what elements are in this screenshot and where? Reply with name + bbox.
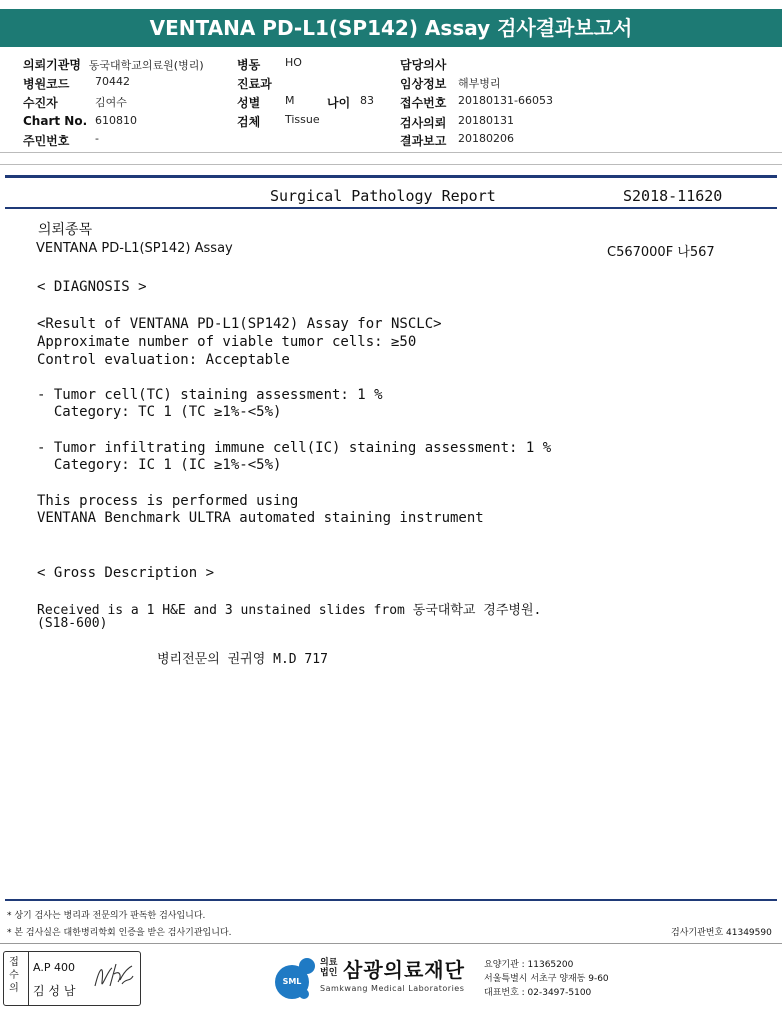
lab-id: 검사기관번호 41349590 [671,928,772,938]
info-label: 수진자 [23,96,58,110]
footer-note: * 상기 검사는 병리과 전문의가 판독한 검사입니다. [7,911,206,921]
diagnosis-line: Category: IC 1 (IC ≥1%-<5%) [37,457,282,473]
report-number: S2018-11620 [623,187,723,205]
gross-line: Received is a 1 H&E and 3 unstained slides from 동국대학교 경주병원. [37,603,542,618]
info-value: - [95,132,99,145]
info-label: 결과보고 [400,134,447,148]
info-value: Tissue [285,113,320,126]
divider [0,164,782,165]
info-hospital [23,56,204,73]
info-value: HO [285,56,302,69]
stamp-line2: 김 성 남 [33,984,76,998]
info-hospital-code [23,75,130,92]
footer-rule [5,899,777,901]
info-sex [237,94,295,111]
stamp-line1: A.P 400 [33,961,75,974]
report-title: VENTANA PD-L1(SP142) Assay 검사결과보고서 [0,9,782,47]
info-label: 주민번호 [23,134,70,148]
info-label: Chart No. [23,114,88,128]
org-line3: 대표번호 : 02-3497-5100 [484,988,592,998]
diagnosis-line: Approximate number of viable tumor cells: ≥50 [37,334,417,350]
info-value: 610810 [95,114,137,127]
logo-badge: SML [282,977,302,986]
info-report-date [400,132,514,149]
info-chart-no [23,114,137,128]
reception-stamp [3,951,141,1006]
info-age [327,94,374,111]
divider [0,152,782,153]
divider [0,943,782,944]
info-clinical [400,75,501,92]
info-value: 해부병리 [458,77,501,90]
info-specimen [237,113,320,130]
info-value: 김여수 [95,96,127,109]
info-patient [23,94,127,111]
org-legal-top: 의료 [320,958,338,968]
stamp-vertical-label: 접수의 [9,957,19,994]
report-title-text: Surgical Pathology Report [270,187,496,205]
info-value: 20180131-66053 [458,94,553,107]
diagnosis-line: - Tumor infiltrating immune cell(IC) staining assessment: 1 % [37,440,552,456]
info-label: 임상정보 [400,77,447,91]
info-label: 병원코드 [23,77,70,91]
section-rule-bottom [5,207,777,209]
info-label: 검체 [237,115,261,129]
info-resident-no [23,132,99,149]
org-name: 삼광의료재단 [343,958,465,982]
org-line1: 요양기관 : 11365200 [484,960,574,970]
diagnosis-line: - Tumor cell(TC) staining assessment: 1 % [37,387,383,403]
info-label: 의뢰기관명 [23,58,81,72]
diagnosis-heading: < DIAGNOSIS > [37,279,147,295]
info-value: 83 [360,94,374,107]
info-value: M [285,94,295,107]
info-label: 병동 [237,58,261,72]
info-ward [237,56,302,73]
request-item-label: 의뢰종목 [38,222,93,238]
info-value: 70442 [95,75,130,88]
info-department [237,75,272,92]
info-value: 20180131 [458,114,514,127]
diagnosis-line: Category: TC 1 (TC ≥1%-<5%) [37,404,282,420]
org-legal-bottom: 법인 [320,968,338,978]
diagnosis-line: <Result of VENTANA PD-L1(SP142) Assay for NSCLC> [37,316,442,332]
request-code: C567000F 나567 [607,245,715,260]
info-accession [400,94,553,111]
gross-line: (S18-600) [37,616,108,631]
info-value: 20180206 [458,132,514,145]
pathologist-signature: 병리전문의 권귀영 M.D 717 [157,652,328,667]
org-name-en: Samkwang Medical Laboratories [320,984,465,993]
info-label: 검사의뢰 [400,116,447,130]
info-label: 성별 [237,96,261,110]
diagnosis-line: VENTANA Benchmark ULTRA automated staining instrument [37,510,484,526]
info-label: 나이 [327,96,351,110]
info-label: 접수번호 [400,96,447,110]
footer-note: * 본 검사실은 대한병리학회 인증을 받은 검사기관입니다. [7,928,232,938]
signature-icon [92,960,136,996]
request-item: VENTANA PD-L1(SP142) Assay [36,241,233,256]
info-request-date [400,114,514,131]
stamp-divider [28,952,29,1005]
diagnosis-line: Control evaluation: Acceptable [37,352,290,368]
info-value: 동국대학교의료원(병리) [88,59,204,72]
info-label: 진료과 [237,77,272,91]
org-line2: 서울특별시 서초구 양재동 9-60 [484,974,609,984]
section-rule-top [5,175,777,178]
info-doctor [400,56,446,73]
gross-heading: < Gross Description > [37,565,215,581]
info-label: 담당의사 [400,58,447,72]
diagnosis-line: This process is performed using [37,493,299,509]
